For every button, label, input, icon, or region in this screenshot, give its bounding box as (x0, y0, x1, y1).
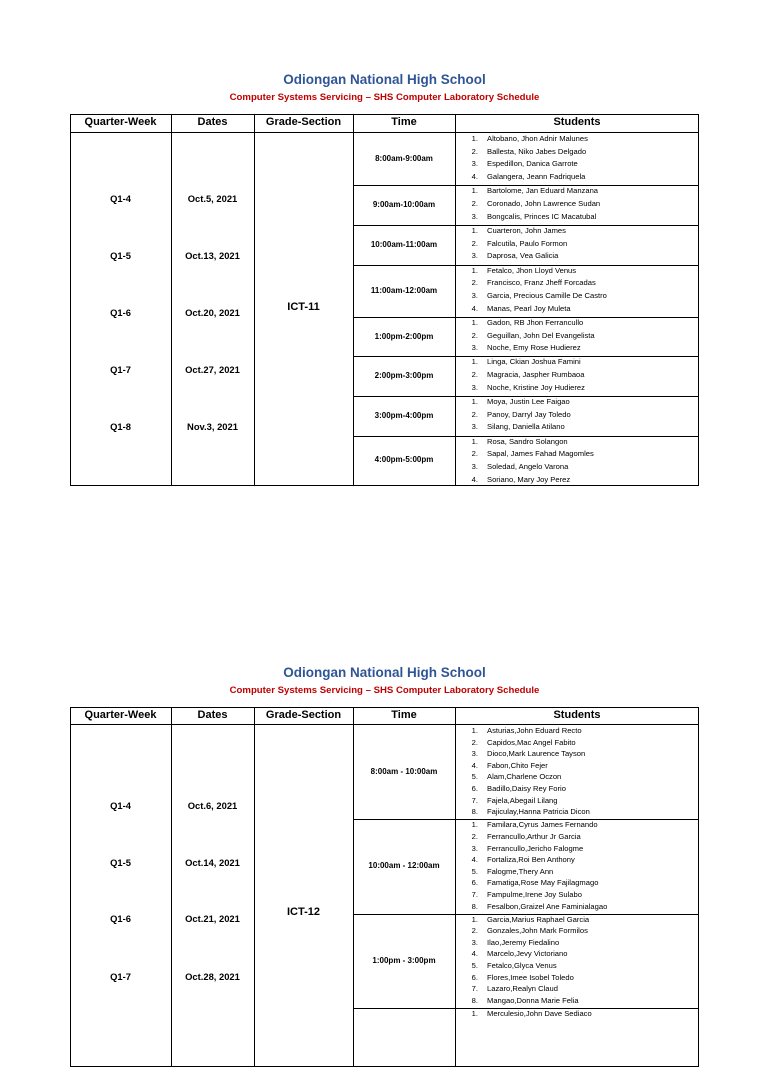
student-name: Ferrancullo,Jericho Falogme (487, 843, 584, 853)
student-name: Coronado, John Lawrence Sudan (487, 199, 601, 208)
row-rule (70, 707, 699, 708)
student-name: Galangera, Jeann Fadriquela (487, 172, 586, 182)
student-name: Garcia, Precious Camille De Castro (487, 290, 607, 300)
student-name: Mangao,Donna Marie Felia (487, 995, 579, 1005)
row-rule (70, 724, 699, 725)
time-slot: 10:00am - 12:00am (368, 861, 440, 871)
student-name: Bartolome, Jan Eduard Manzana (487, 186, 599, 196)
student-name: Sapal, James Fahad Magomles (487, 449, 594, 459)
student-entry (462, 890, 692, 901)
student-number: 3. (471, 159, 478, 169)
student-entry (462, 397, 692, 408)
student-entry (462, 949, 692, 960)
student-number: 4. (471, 949, 478, 959)
schedule-1 (70, 72, 699, 484)
date-cell: Oct.13, 2021 (185, 250, 240, 261)
date-cell: Nov.3, 2021 (187, 421, 238, 432)
time-slot: 3:00pm-4:00pm (374, 410, 434, 420)
student-name: Fajela,Abegail Lilang (487, 795, 558, 805)
student-name: Fampulme,Irene Joy Sulabo (487, 889, 582, 899)
student-entry (462, 422, 692, 433)
quarter-week-cell: Q1-4 (110, 800, 131, 811)
student-number: 4. (471, 760, 478, 770)
student-entry (462, 266, 692, 277)
student-number: 1. (471, 397, 478, 406)
student-name: Moya, Justin Lee Faigao (487, 397, 570, 406)
student-entry (462, 973, 692, 984)
student-entry (462, 304, 692, 315)
student-name: Gadon, RB Jhon Ferrancullo (487, 317, 584, 327)
student-entry (462, 199, 692, 210)
time-slot: 10:00am-11:00am (370, 239, 438, 249)
student-number: 1. (471, 914, 478, 924)
student-name: Alam,Charlene Oczon (487, 772, 562, 782)
student-number: 5. (471, 866, 478, 876)
time-slot: 11:00am-12:00am (370, 285, 438, 295)
student-number: 1. (471, 820, 478, 830)
student-entry (462, 772, 692, 783)
row-rule (70, 132, 699, 133)
student-number: 3. (471, 422, 478, 432)
student-number: 3. (471, 211, 478, 221)
student-number: 2. (471, 737, 478, 747)
student-number: 2. (471, 449, 478, 459)
student-name: Fabon,Chito Fejer (487, 760, 548, 770)
header-time: Time (391, 116, 417, 128)
column-rule (171, 707, 172, 1067)
student-entry (462, 410, 692, 421)
student-number: 8. (471, 901, 478, 911)
student-entry (462, 867, 692, 878)
student-number: 3. (471, 382, 478, 392)
student-name: Asturias,John Eduard Recto (487, 726, 582, 735)
student-entry (462, 984, 692, 995)
time-slot: 9:00am-10:00am (372, 200, 436, 210)
student-entry (462, 172, 692, 183)
time-slot: 8:00am - 10:00am (370, 767, 438, 777)
quarter-week-cell: Q1-7 (110, 364, 131, 375)
date-cell: Oct.6, 2021 (187, 800, 238, 811)
date-cell: Oct.28, 2021 (185, 971, 240, 982)
student-name: Famatiga,Rose May Fajilagmago (487, 878, 599, 888)
student-entry (462, 784, 692, 795)
student-number: 1. (471, 1008, 478, 1018)
student-number: 4. (471, 303, 478, 313)
student-entry (462, 278, 692, 289)
section-label: ICT-12 (286, 906, 320, 918)
student-entry (462, 738, 692, 749)
student-number: 2. (471, 409, 478, 419)
student-entry (462, 807, 692, 818)
student-entry (462, 251, 692, 262)
time-slot: 1:00pm-2:00pm (374, 331, 434, 341)
student-name: Ferrancullo,Arthur Jr Garcia (487, 831, 581, 841)
student-name: Soledad, Angelo Varona (487, 462, 569, 471)
student-number: 1. (471, 186, 478, 196)
student-entry (462, 357, 692, 368)
student-name: Capidos,Mac Angel Fabito (487, 737, 576, 747)
student-name: Fetalco, Jhon Lloyd Venus (487, 265, 577, 275)
student-name: Fesalbon,Graizel Ane Faminialagao (487, 901, 608, 911)
student-number: 3. (471, 462, 478, 471)
student-name: Panoy, Darryl Jay Toledo (487, 409, 571, 419)
quarter-week-cell: Q1-4 (110, 193, 131, 204)
student-name: Soriano, Mary Joy Perez (487, 474, 571, 484)
student-number: 2. (471, 278, 478, 288)
student-name: Noche, Kristine Joy Hudierez (487, 382, 585, 392)
quarter-week-cell: Q1-6 (110, 307, 131, 318)
schedule-subtitle: Computer Systems Servicing – SHS Computer Laboratory Schedule (229, 685, 540, 696)
student-entry (462, 159, 692, 170)
section-label: ICT-11 (287, 301, 320, 313)
school-name: Odiongan National High School (283, 665, 486, 680)
student-entry (462, 462, 692, 473)
schedule-subtitle: Computer Systems Servicing – SHS Computer Laboratory Schedule (229, 92, 540, 103)
student-number: 3. (471, 937, 478, 947)
student-number: 3. (471, 843, 478, 853)
student-number: 3. (471, 343, 478, 353)
student-name: Ballesta, Niko Jabes Delgado (487, 146, 587, 156)
student-name: Espedillon, Danica Garrote (487, 159, 578, 169)
quarter-week-cell: Q1-6 (110, 913, 131, 924)
student-entry (462, 844, 692, 855)
student-entry (462, 878, 692, 889)
header-quarter-week: Quarter-Week (84, 709, 157, 721)
student-entry (462, 855, 692, 866)
student-name: Fortaliza,Roi Ben Anthony (487, 855, 575, 865)
student-entry (462, 226, 692, 237)
column-rule (698, 114, 699, 486)
student-entry (462, 239, 692, 250)
student-entry (462, 383, 692, 394)
student-entry (462, 147, 692, 158)
student-number: 1. (471, 265, 478, 275)
student-name: Fajiculay,Hanna Patricia Dicon (487, 807, 590, 817)
date-cell: Oct.5, 2021 (187, 193, 238, 204)
student-name: Lazaro,Realyn Claud (487, 984, 558, 994)
time-slot: 8:00am-9:00am (375, 154, 433, 164)
student-entry (462, 291, 692, 302)
header-dates: Dates (197, 116, 228, 128)
student-entry (462, 212, 692, 223)
student-name: Falcutila, Paulo Formon (487, 238, 568, 248)
student-number: 2. (471, 146, 478, 156)
student-number: 4. (471, 855, 478, 865)
header-time: Time (391, 709, 417, 721)
student-name: Rosa, Sandro Solangon (487, 436, 568, 446)
column-rule (353, 707, 354, 1067)
date-cell: Oct.14, 2021 (185, 857, 240, 868)
student-name: Ilao,Jeremy Fiedalino (487, 937, 560, 947)
student-name: Fetalco,Glyca Venus (487, 961, 557, 970)
student-number: 2. (471, 926, 478, 936)
student-entry (462, 761, 692, 772)
student-number: 6. (471, 878, 478, 888)
student-number: 8. (471, 807, 478, 817)
student-name: Dioco,Mark Laurence Tayson (487, 749, 586, 759)
column-rule (254, 707, 255, 1067)
student-number: 6. (471, 784, 478, 793)
column-rule (698, 707, 699, 1067)
student-name: Noche, Emy Rose Hudierez (487, 343, 581, 353)
student-number: 2. (471, 370, 478, 380)
header-quarter-week: Quarter-Week (84, 116, 157, 128)
header-grade-section: Grade-Section (265, 709, 342, 721)
student-entry (462, 749, 692, 760)
student-name: Bongcalis, Princes IC Macatubal (487, 211, 597, 221)
student-entry (462, 331, 692, 342)
student-name: Magracia, Jaspher Rumbaoa (487, 370, 585, 380)
student-entry (462, 961, 692, 972)
column-rule (70, 707, 71, 1067)
student-number: 5. (471, 961, 478, 970)
student-name: Familara,Cyrus James Fernando (487, 820, 598, 830)
column-rule (455, 114, 456, 486)
student-entry (462, 343, 692, 354)
column-rule (353, 114, 354, 486)
header-grade-section: Grade-Section (265, 116, 342, 128)
student-entry (462, 186, 692, 197)
quarter-week-cell: Q1-7 (110, 971, 131, 982)
row-rule (70, 114, 699, 115)
student-number: 2. (471, 199, 478, 208)
school-name: Odiongan National High School (283, 72, 486, 87)
student-number: 1. (471, 317, 478, 327)
student-name: Garcia,Marius Raphael Garcia (487, 914, 590, 924)
student-number: 6. (471, 972, 478, 982)
student-name: Silang, Daniella Atilano (487, 422, 565, 432)
time-slot: 4:00pm-5:00pm (374, 455, 434, 465)
time-slot: 1:00pm - 3:00pm (372, 955, 436, 965)
student-name: Cuarteron, John James (487, 225, 566, 235)
student-number: 2. (471, 238, 478, 248)
student-name: Merculesio,John Dave Sediaco (487, 1008, 592, 1018)
student-entry (462, 475, 692, 486)
student-number: 7. (471, 984, 478, 994)
student-entry (462, 938, 692, 949)
student-number: 3. (471, 749, 478, 759)
student-name: Badillo,Daisy Rey Forio (487, 784, 566, 793)
student-number: 1. (471, 357, 478, 367)
header-students: Students (553, 709, 601, 721)
header-students: Students (553, 116, 601, 128)
date-cell: Oct.21, 2021 (185, 913, 240, 924)
student-number: 1. (471, 726, 478, 735)
student-entry (462, 318, 692, 329)
student-name: Flores,Imee Isobel Toledo (487, 972, 574, 982)
student-number: 3. (471, 290, 478, 300)
student-entry (462, 437, 692, 448)
student-number: 4. (471, 474, 478, 484)
student-name: Marcelo,Jevy Victoriano (487, 949, 568, 959)
student-number: 7. (471, 889, 478, 899)
student-name: Daprosa, Vea Galicia (487, 251, 559, 261)
student-entry (462, 134, 692, 145)
student-entry (462, 370, 692, 381)
column-rule (455, 707, 456, 1067)
student-entry (462, 902, 692, 913)
date-cell: Oct.20, 2021 (185, 307, 240, 318)
student-entry (462, 449, 692, 460)
student-entry (462, 796, 692, 807)
student-entry (462, 915, 692, 926)
header-dates: Dates (197, 709, 228, 721)
student-number: 7. (471, 795, 478, 805)
student-name: Francisco, Franz Jheff Forcadas (487, 278, 596, 288)
student-entry (462, 996, 692, 1007)
student-number: 8. (471, 995, 478, 1005)
student-name: Gonzales,John Mark Formilos (487, 926, 588, 936)
student-number: 1. (471, 225, 478, 235)
student-number: 2. (471, 330, 478, 340)
quarter-week-cell: Q1-8 (110, 421, 131, 432)
student-name: Geguillan, John Del Evangelista (487, 330, 595, 340)
student-number: 3. (471, 251, 478, 261)
schedule-table (70, 114, 699, 486)
date-cell: Oct.27, 2021 (185, 364, 240, 375)
student-number: 2. (471, 831, 478, 841)
student-number: 1. (471, 134, 478, 143)
student-entry (462, 832, 692, 843)
student-name: Altobano, Jhon Adnir Malunes (487, 134, 588, 143)
student-name: Linga, Ckian Joshua Famini (487, 357, 581, 367)
student-number: 5. (471, 772, 478, 782)
student-entry (462, 1009, 692, 1020)
student-entry (462, 726, 692, 737)
student-number: 1. (471, 436, 478, 446)
student-name: Manas, Pearl Joy Muleta (487, 303, 571, 313)
student-name: Falogme,Thery Ann (487, 866, 554, 876)
time-slot: 2:00pm-3:00pm (374, 371, 434, 381)
schedule-table (70, 707, 699, 1037)
student-entry (462, 820, 692, 831)
student-entry (462, 926, 692, 937)
column-rule (254, 114, 255, 486)
schedule-2 (70, 665, 699, 1018)
quarter-week-cell: Q1-5 (110, 250, 131, 261)
student-number: 4. (471, 172, 478, 182)
quarter-week-cell: Q1-5 (110, 857, 131, 868)
